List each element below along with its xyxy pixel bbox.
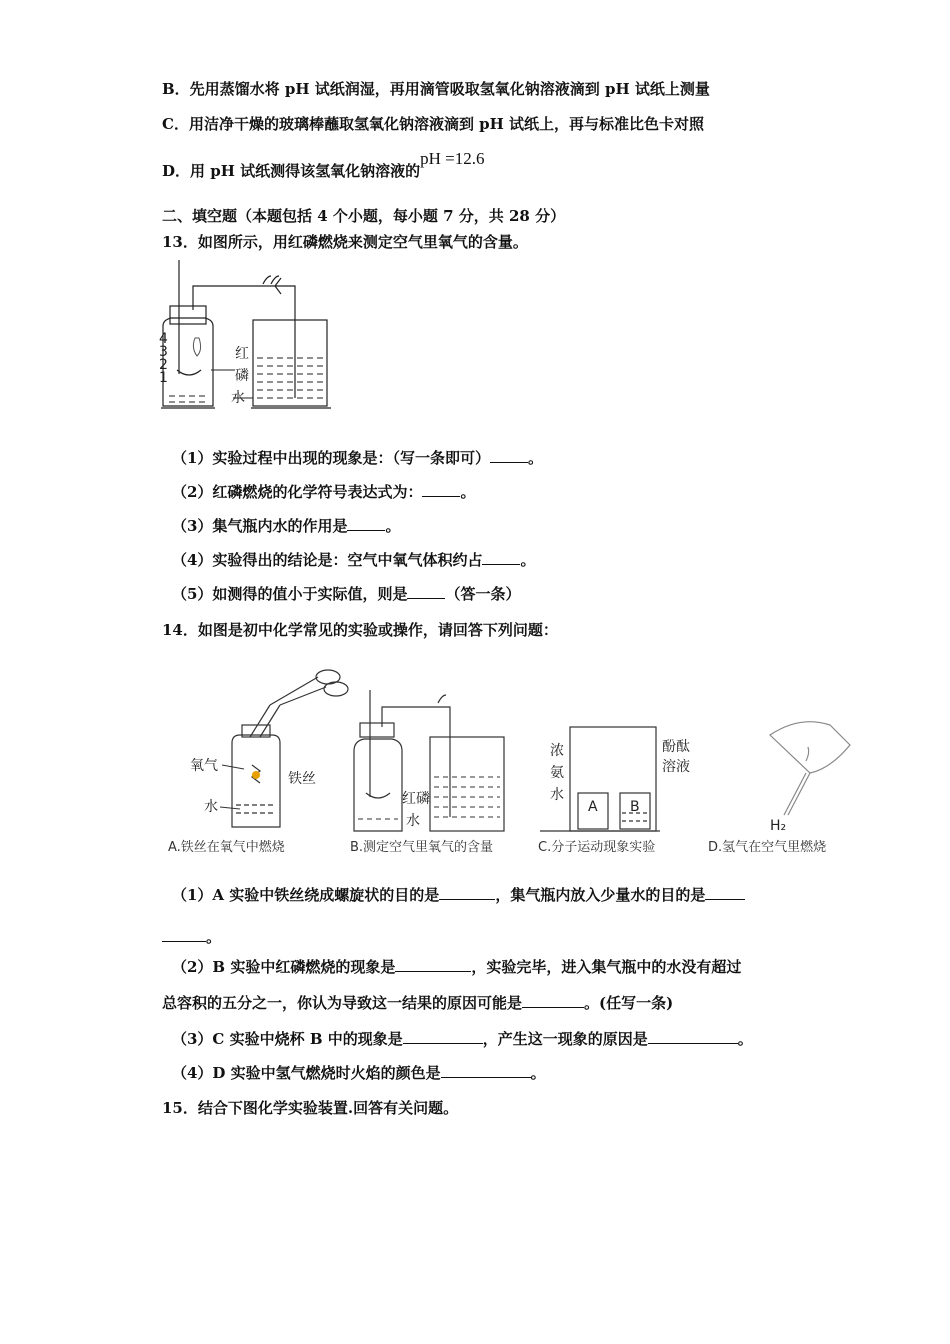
label-red-phosphorus: 红磷 [402, 791, 430, 807]
q13-sub-3: （3）集气瓶内水的作用是 。 [172, 517, 401, 535]
spark-icon [252, 771, 260, 779]
label-phenolphthalein: 酚酞 [662, 739, 690, 755]
label-water-a: 水 [204, 799, 218, 815]
label-water-b: 水 [406, 813, 420, 829]
label-conc: 浓 [550, 743, 564, 759]
q13-apparatus-figure [155, 258, 355, 418]
label-beaker-b: B [630, 799, 640, 815]
label-beaker-a: A [588, 799, 598, 815]
label-solution: 溶液 [662, 759, 690, 775]
beaker [253, 320, 327, 406]
stopper [170, 306, 206, 324]
flame-icon [193, 338, 200, 356]
q15-stem: 15．结合下图化学实验装置.回答有关问题。 [162, 1099, 459, 1117]
label-iron-wire: 铁丝 [288, 771, 316, 787]
label-red: 红 [235, 346, 249, 362]
q14-sub-2-cont: 总容积的五分之一，你认为导致这一结果的原因可能是 。(任写一条) [162, 994, 674, 1012]
option-b: B．先用蒸馏水将 pH 试纸润湿，再用滴管吸取氢氧化钠溶液滴到 pH 试纸上测量 [162, 80, 710, 98]
label-oxygen: 氧气 [190, 758, 218, 774]
mark-1: 1 [159, 370, 168, 386]
q13-sub-1: （1）实验过程中出现的现象是：（写一条即可） 。 [172, 449, 543, 467]
option-d [162, 149, 485, 181]
q14-sub-1-cont: 。 [162, 926, 221, 947]
caption-b: B.测定空气里氧气的含量 [350, 840, 494, 855]
section-heading: 二、填空题（本题包括 4 个小题，每小题 7 分，共 28 分） [162, 207, 566, 225]
figure-b-red-phosphorus [354, 690, 504, 831]
mark-3: 3 [159, 344, 168, 360]
q14-sub-2: （2）B 实验中红磷燃烧的现象是 ，实验完毕，进入集气瓶中的水没有超过 [172, 958, 742, 976]
option-d-text: D．用 pH 试纸测得该氢氧化钠溶液的 [162, 162, 421, 180]
q13-sub-2: （2）红磷燃烧的化学符号表达式为： 。 [172, 483, 476, 501]
q13-sub-4: （4）实验得出的结论是：空气中氧气体积约占 。 [172, 551, 536, 569]
label-h2: H₂ [770, 818, 787, 834]
label-phosphorus: 磷 [235, 368, 249, 384]
gas-jar [163, 318, 213, 406]
caption-c: C.分子运动现象实验 [538, 840, 656, 855]
q14-sub-1: （1）A 实验中铁丝绕成螺旋状的目的是 ，集气瓶内放入少量水的目的是 [172, 884, 745, 905]
figure-d-hydrogen [770, 722, 850, 815]
q14-stem: 14．如图是初中化学常见的实验或操作，请回答下列问题： [162, 621, 558, 639]
q13-stem: 13．如图所示，用红磷燃烧来测定空气里氧气的含量。 [162, 233, 528, 251]
label-water: 水 [231, 390, 245, 406]
q14-sub-4: （4）D 实验中氢气燃烧时火焰的颜色是 。 [172, 1064, 546, 1082]
q14-sub-3: （3）C 实验中烧杯 B 中的现象是 ，产生这一现象的原因是 。 [172, 1030, 753, 1048]
label-water-c: 水 [550, 787, 564, 803]
caption-d: D.氢气在空气里燃烧 [708, 840, 827, 855]
q14-figures [160, 665, 860, 865]
q13-sub-5: （5）如测得的值小于实际值，则是 （答一条） [172, 585, 521, 603]
mark-2: 2 [159, 357, 168, 373]
label-ammonia: 氨 [550, 765, 564, 781]
mark-4: 4 [159, 331, 168, 347]
figure-a-iron-wire [232, 670, 348, 827]
ph-formula: pH =12.6 [420, 149, 485, 168]
caption-a: A.铁丝在氧气中燃烧 [168, 840, 285, 855]
option-c: C．用洁净干燥的玻璃棒蘸取氢氧化钠溶液滴到 pH 试纸上，再与标准比色卡对照 [162, 115, 705, 133]
